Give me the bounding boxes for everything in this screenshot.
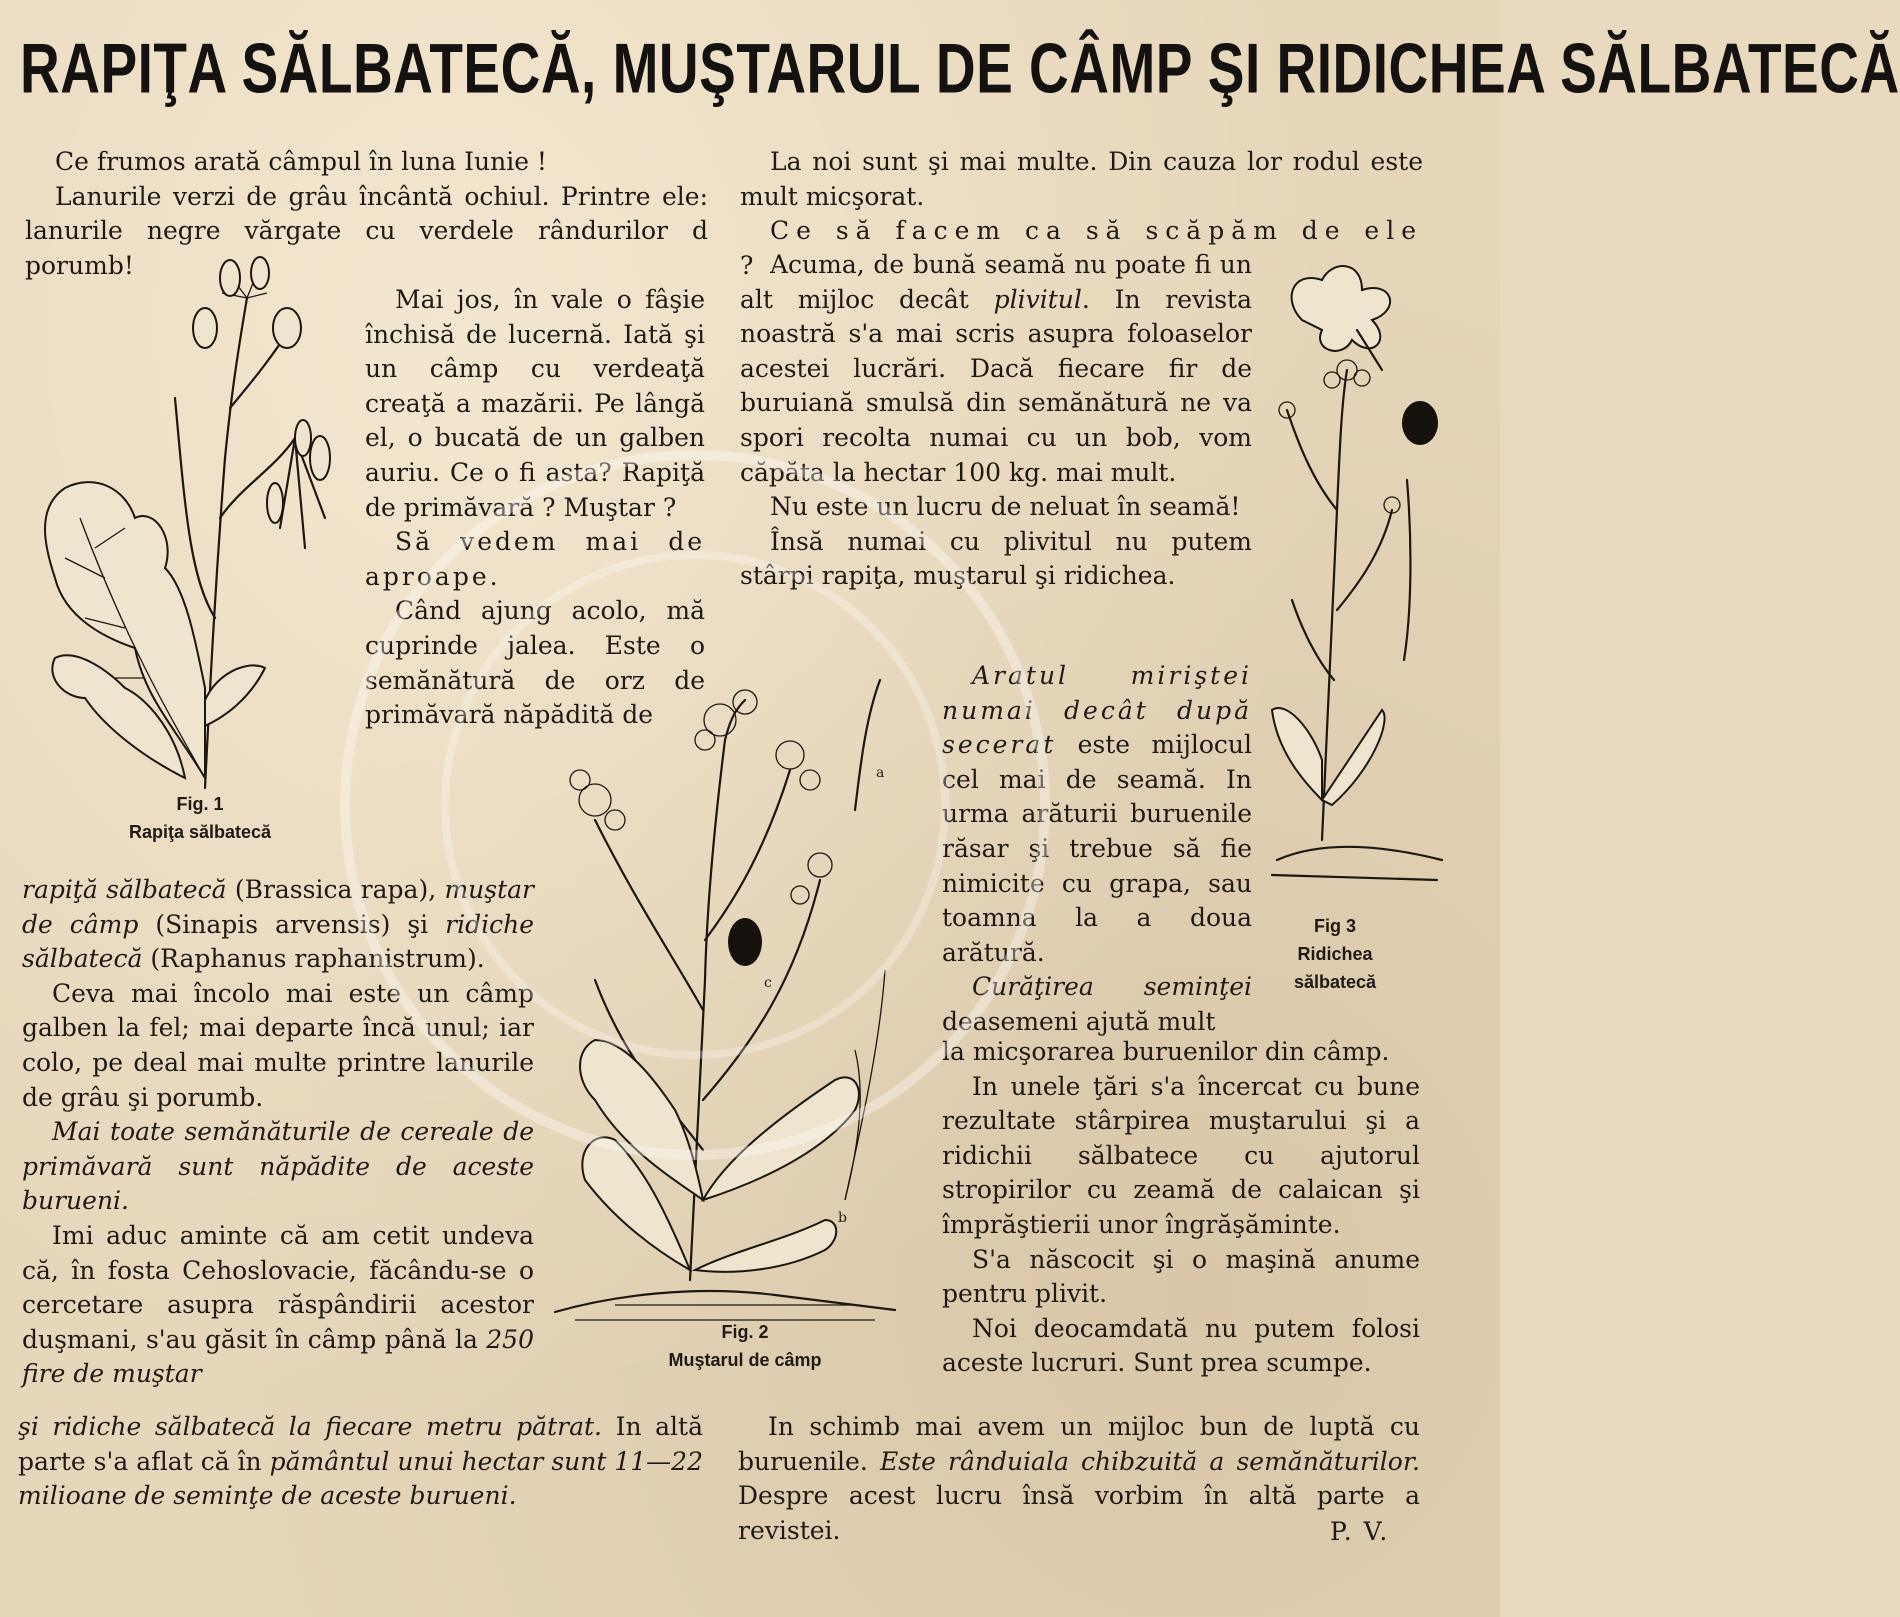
col2-narrow-text: [942, 659, 1252, 1040]
col1-paragraph-field: Mai jos, în vale o fâşie închisă de lucernă. Iată şi un câmp cu verdeaţă creaţă a mazării. Pe lângă el, o bucată de un galben auriu. Ce o fi asta? Rapiţă de primăvară ? Muştar ?: [365, 285, 705, 522]
col1-bottom-text: [18, 1410, 703, 1514]
article-headline: RAPIŢA SĂLBATECĂ, MUŞTARUL DE CÂMP ŞI RIDICHEA SĂLBATECĂ: [20, 28, 1900, 108]
col1-czech-survey-paragraph: Imi aduc aminte că am cetit undeva că, în fosta Cehoslovacie, făcându-se o cercetare asupra răspândirii acestor duşmani, s'au găsit în câmp până la 250 fire de muştar: [22, 1220, 534, 1389]
fig1-wild-rapeseed-illustration: [25, 258, 355, 798]
col1-lower-text: [22, 873, 534, 1392]
col2-ploughing-paragraph: Aratul miriştei numai decât după secerat este mijlocul cel mai de seamă. In urma arăturii buruenile răsar şi trebue să fie nimicite cu grapa, sau toamna la a doua arătură.: [942, 661, 1253, 967]
col2-lower-text: [942, 1035, 1420, 1381]
col2-bottom-text: [738, 1410, 1420, 1548]
col1-seed-count-paragraph: şi ridiche sălbatecă la fiecare metru pătrat. In altă parte s'a aflat că în pământul unui hectar sunt 11—22 milioane de seminţe de aceste burueni.: [18, 1412, 703, 1511]
col1-paragraph-closer: Să vedem mai de aproape.: [365, 527, 705, 591]
col2-important-line: Nu este un lucru de neluat în seamă!: [770, 492, 1241, 522]
fig3-caption: Fig 3 Ridichea sălbatecă: [1293, 916, 1377, 992]
col2-seed-cleaning-paragraph: Curăţirea seminţei deasemeni ajută mult: [942, 972, 1252, 1036]
col1-fields-paragraph: Lanurile verzi de grâu încântă ochiul. Printre ele: lanurile negre vărgate cu verdele rândurilor d porumb!: [25, 181, 708, 280]
fig2-marker-a: a: [876, 765, 885, 781]
col2-expensive-paragraph: Noi deocamdată nu putem folosi aceste lucruri. Sunt prea scumpe.: [942, 1313, 1420, 1378]
col1-middle-text: [365, 283, 705, 733]
fig2-marker-c: c: [764, 975, 772, 991]
col2-spraying-paragraph: In unele ţări s'a încercat cu bune rezultate stârpirea muştarului şi a ridichii sălbatece cu ajutorul stropirilor cu zeamă de calaican şi împrăştierii unor îngrăşăminte.: [942, 1071, 1420, 1239]
fig2-caption: Fig. 2 Muştarul de câmp: [668, 1322, 822, 1370]
col2-weeding-limits-paragraph: Însă numai cu plivitul nu putem stârpi rapiţa, muştarul şi ridichea.: [740, 526, 1252, 591]
fig2-field-mustard-illustration: [555, 680, 900, 1330]
col2-middle-text: [740, 248, 1252, 594]
col2-rotation-paragraph: In schimb mai avem un mijloc bun de luptă cu buruenile. Este rânduiala chibzuită a semănăturilor. Despre acest lucru însă vorbim în altă parte a revistei.: [738, 1412, 1421, 1545]
col1-paragraph-arrive: Când ajung acolo, mă cuprinde jalea. Este o semănătură de orz de primăvară năpădită de: [365, 596, 705, 730]
fig1-caption: Fig. 1 Rapiţa sălbatecă: [128, 794, 272, 842]
weed-names-paragraph: rapiţă sălbatecă (Brassica rapa), muştar de câmp (Sinapis arvensis) şi ridiche sălbatecă (Raphanus raphanistrum).: [22, 875, 535, 974]
fig2-marker-b: b: [838, 1210, 847, 1226]
col2-machine-paragraph: S'a născocit şi o maşină anume pentru plivit.: [942, 1244, 1420, 1309]
col2-reduction-line: la micşorarea buruenilor din câmp.: [942, 1037, 1390, 1066]
col1-opening-line: Ce frumos arată câmpul în luna Iunie !: [55, 147, 547, 176]
col2-weeding-paragraph: Acuma, de bună seamă nu poate fi un alt mijloc decât plivitul. In revista noastră s'a mai scris asupra foloaselor acestei lucrări. Dacă fiecare fir de buruiană smulsă din semănătură ne va spori recolta numai cu un bob, vom căpăta la hectar 100 kg. mai mult.: [740, 250, 1252, 487]
col2-question-line: Ce să facem ca să scăpăm de ele ?: [740, 216, 1423, 280]
col1-cereals-paragraph: Mai toate semănăturile de cereale de primăvară sunt năpădite de aceste burueni.: [22, 1117, 534, 1216]
fig3-wild-radish-illustration: [1262, 260, 1462, 940]
author-signature: P. V.: [1330, 1517, 1390, 1546]
col1-more-fields-paragraph: Ceva mai încolo mai este un câmp galben la fel; mai departe încă unul; iar colo, pe deal mai multe printre lanurile de grâu şi porumb.: [22, 978, 534, 1112]
col2-yield-paragraph: La noi sunt şi mai multe. Din cauza lor rodul este mult micşorat.: [740, 147, 1423, 211]
